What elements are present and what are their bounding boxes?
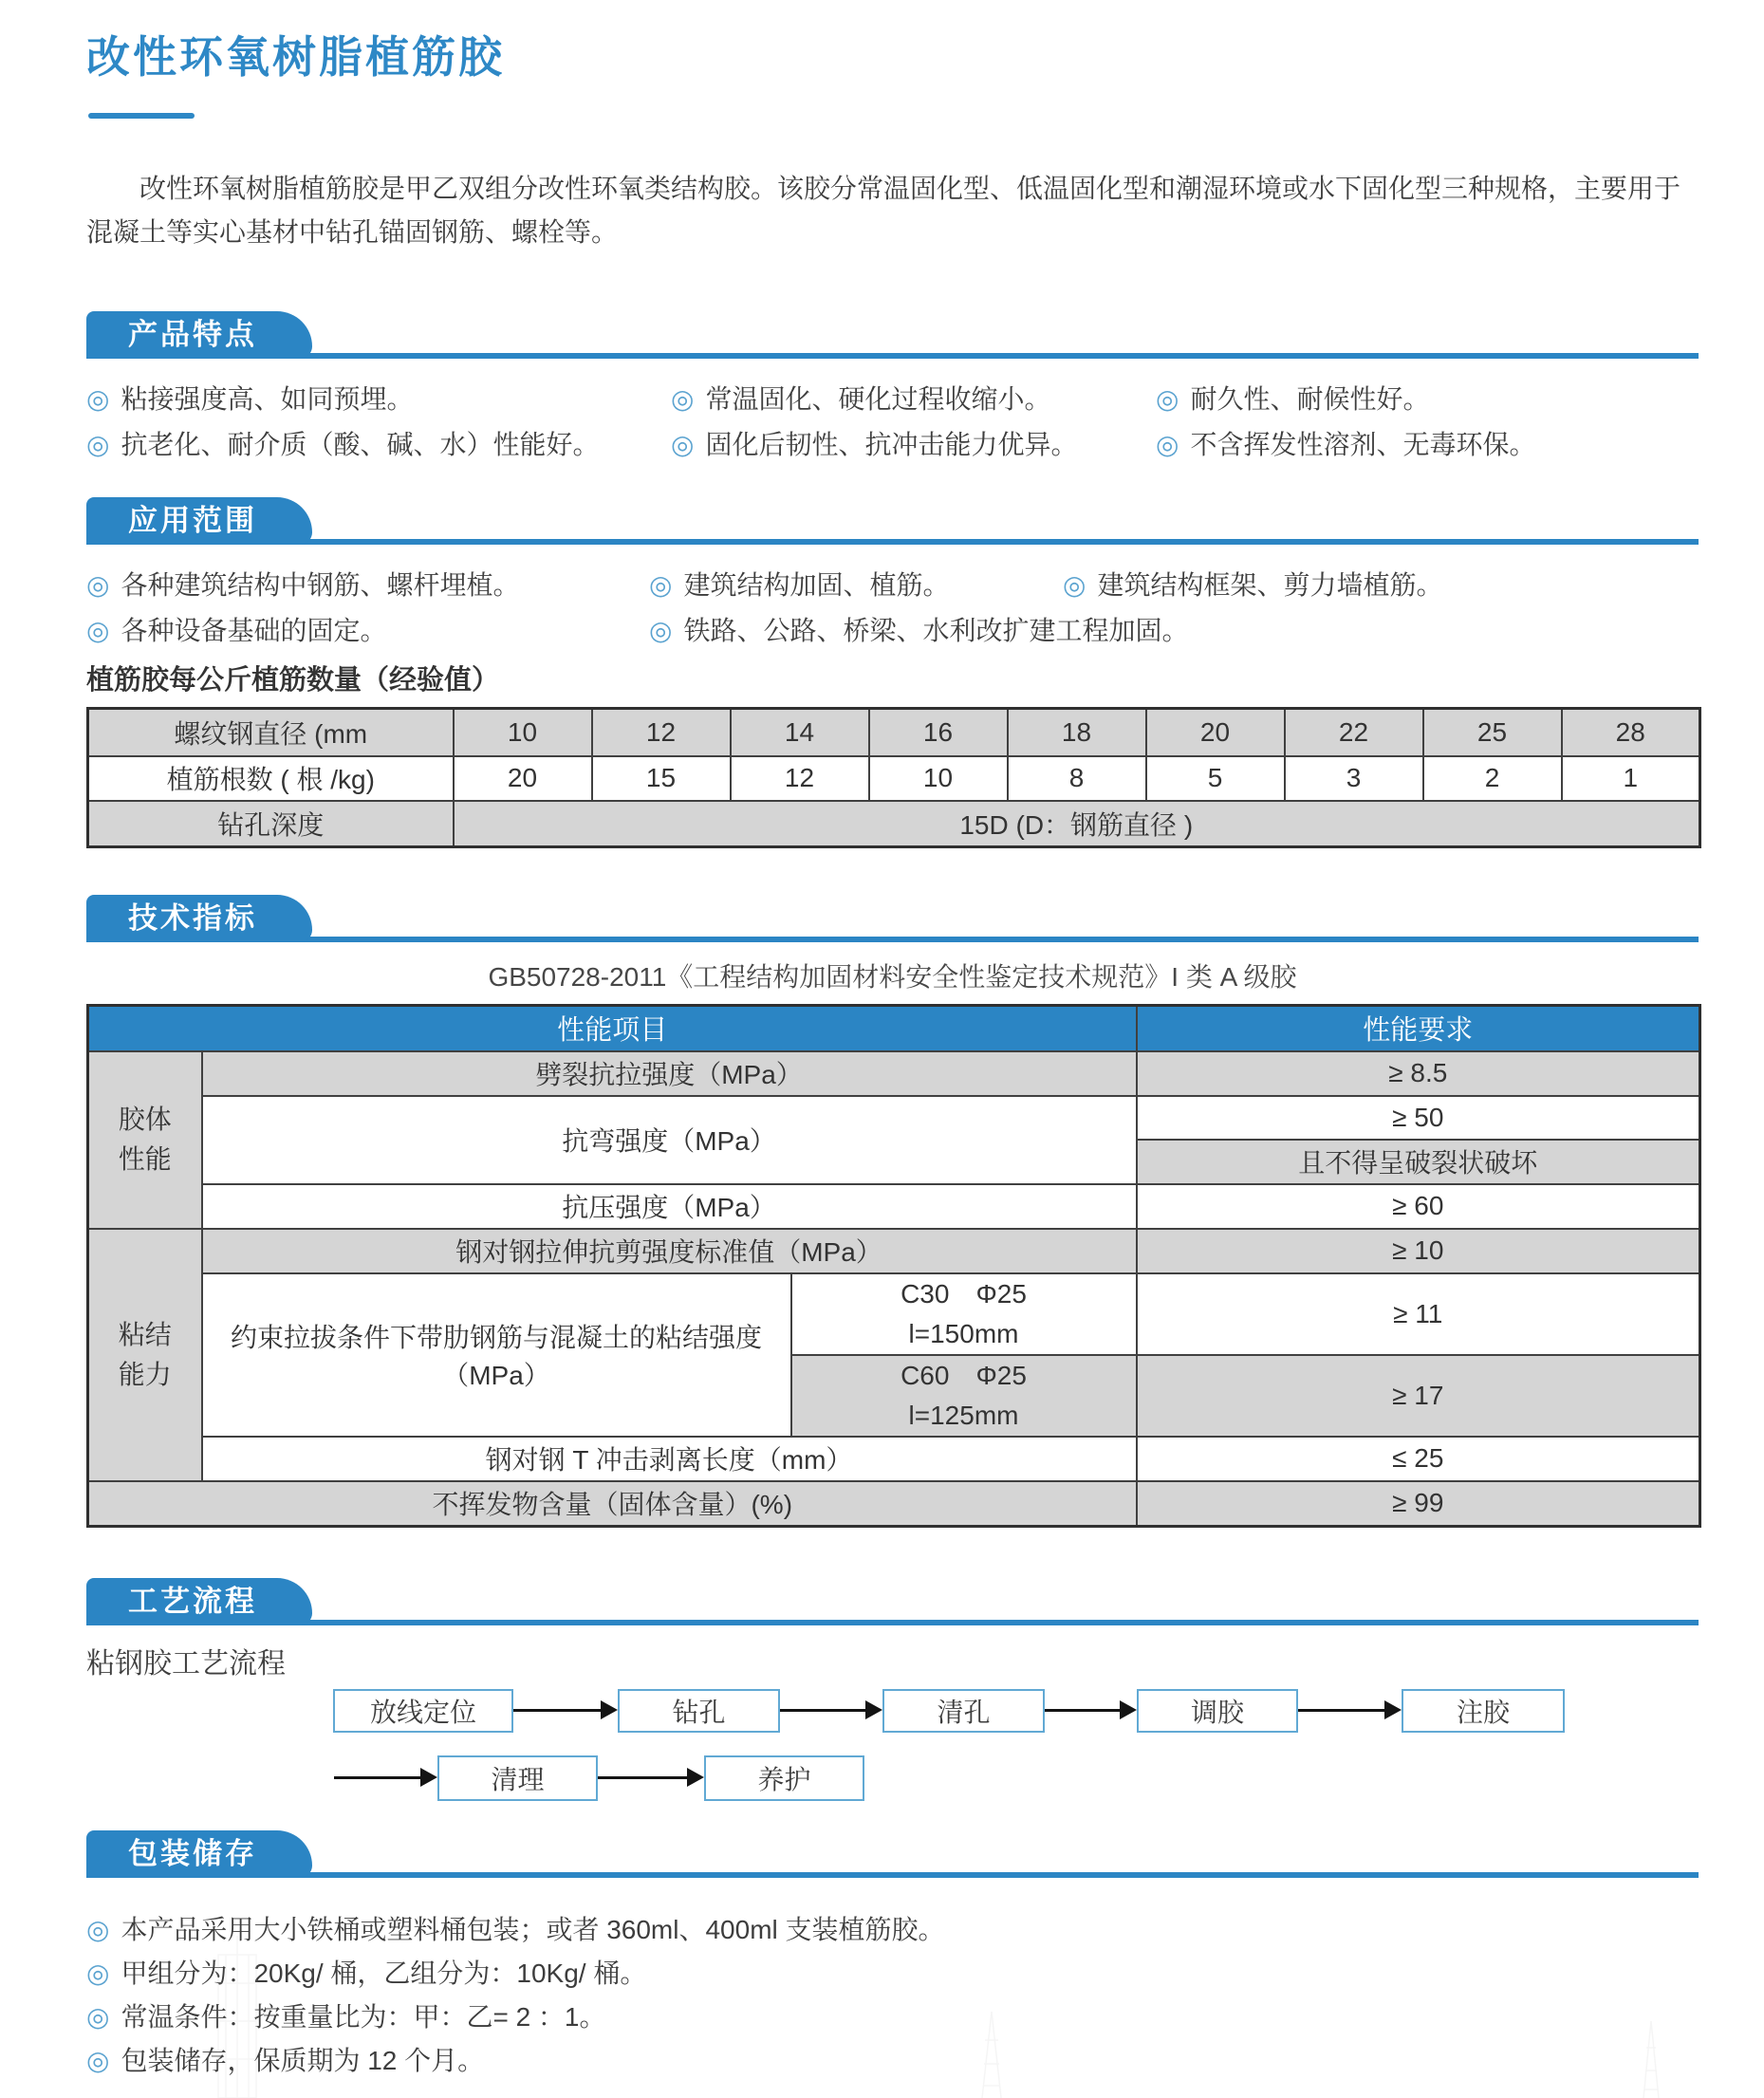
feature-text: 常温固化、硬化过程收缩小。 xyxy=(705,384,1051,414)
bullseye-icon: ◎ xyxy=(86,616,110,645)
flow-step xyxy=(704,1755,864,1801)
bullseye-icon: ◎ xyxy=(1156,430,1179,459)
rebar-cell: 12 xyxy=(592,709,731,756)
bullseye-icon: ◎ xyxy=(649,616,673,645)
flow-arrow xyxy=(780,1709,865,1712)
section-header-features xyxy=(86,311,1699,359)
section-badge xyxy=(86,497,312,545)
rebar-cell: 15 xyxy=(592,756,731,801)
tech-item-cell: 约束拉拔条件下带肋钢筋与混凝土的粘结强度（MPa） xyxy=(202,1273,791,1437)
tech-req-cell: ≥ 11 xyxy=(1137,1273,1700,1355)
rebar-cell: 22 xyxy=(1285,709,1423,756)
rebar-cell: 20 xyxy=(454,756,592,801)
flow-step xyxy=(1402,1689,1565,1733)
section-header-packaging xyxy=(86,1830,1699,1878)
bullseye-icon: ◎ xyxy=(86,384,110,414)
rebar-table-caption: 植筋胶每公斤植筋数量（经验值） xyxy=(86,665,500,696)
page-title: 改性环氧树脂植筋胶 xyxy=(86,32,505,82)
feature-text: 不含挥发性溶剂、无毒环保。 xyxy=(1190,430,1536,459)
application-item xyxy=(649,565,949,603)
tech-req-cell: ≥ 17 xyxy=(1137,1355,1700,1437)
tech-table-caption: GB50728-2011《工程结构加固材料安全性鉴定技术规范》I 类 A 级胶 xyxy=(488,962,1297,992)
section-title: 产品特点 xyxy=(128,318,257,351)
rebar-cell: 8 xyxy=(1008,756,1146,801)
section-underline xyxy=(86,1872,1699,1878)
tech-group-cell xyxy=(88,1229,202,1481)
section-badge xyxy=(86,1578,312,1625)
bullseye-icon: ◎ xyxy=(1063,570,1086,600)
feature-item xyxy=(1156,379,1429,417)
application-item xyxy=(649,610,1188,648)
tech-req-cell: ≥ 8.5 xyxy=(1137,1051,1700,1096)
rebar-row-label: 植筋根数 ( 根 /kg) xyxy=(88,756,454,801)
rebar-cell: 10 xyxy=(869,756,1008,801)
feature-text: 粘接强度高、如同预埋。 xyxy=(121,384,414,414)
flow-step xyxy=(618,1689,780,1733)
section-underline xyxy=(86,353,1699,359)
group-label: 胶体性能 xyxy=(118,1105,172,1174)
feature-text: 抗老化、耐介质（酸、碱、水）性能好。 xyxy=(121,430,600,459)
rebar-cell: 16 xyxy=(869,709,1008,756)
flow-step xyxy=(333,1689,513,1733)
condition-line: C30 Φ25 xyxy=(901,1278,1027,1309)
section-title: 应用范围 xyxy=(128,504,257,537)
section-badge xyxy=(86,895,312,942)
tech-header-req: 性能要求 xyxy=(1137,1006,1700,1051)
feature-text: 固化后韧性、抗冲击能力优异。 xyxy=(705,430,1078,459)
feature-item xyxy=(671,424,1077,462)
feature-item xyxy=(86,379,413,417)
tech-item-cell: 抗压强度（MPa） xyxy=(202,1184,1137,1229)
flow-arrow xyxy=(1298,1709,1384,1712)
section-title: 技术指标 xyxy=(128,901,257,935)
rebar-cell: 12 xyxy=(731,756,869,801)
packaging-text: 本产品采用大小铁桶或塑料桶包装；或者 360ml、400ml 支装植筋胶。 xyxy=(121,1915,945,1944)
section-badge xyxy=(86,1830,312,1878)
rebar-table xyxy=(86,707,1701,848)
rebar-cell: 3 xyxy=(1285,756,1423,801)
bullseye-icon: ◎ xyxy=(86,430,110,459)
rebar-cell: 25 xyxy=(1423,709,1562,756)
rebar-cell: 20 xyxy=(1146,709,1285,756)
section-header-tech xyxy=(86,895,1699,942)
watermark-spire-sketch xyxy=(1604,2021,1699,2098)
application-text: 各种设备基础的固定。 xyxy=(121,616,387,645)
bullseye-icon: ◎ xyxy=(1156,384,1179,414)
tech-req-cell: 且不得呈破裂状破坏 xyxy=(1137,1140,1700,1184)
tech-header-item: 性能项目 xyxy=(88,1006,1137,1051)
feature-item xyxy=(671,379,1050,417)
application-text: 建筑结构加固、植筋。 xyxy=(683,570,950,600)
bullseye-icon: ◎ xyxy=(649,570,673,600)
watermark-building-sketch xyxy=(190,1936,351,2098)
flow-arrow xyxy=(334,1776,420,1779)
section-title: 包装储存 xyxy=(128,1837,257,1870)
rebar-cell: 10 xyxy=(454,709,592,756)
tech-item-cell: 劈裂抗拉强度（MPa） xyxy=(202,1051,1137,1096)
bullseye-icon: ◎ xyxy=(86,2046,110,2075)
tech-table xyxy=(86,1004,1701,1528)
tech-item-cell: 钢对钢拉伸抗剪强度标准值（MPa） xyxy=(202,1229,1137,1273)
bullseye-icon: ◎ xyxy=(86,2002,110,2032)
feature-item xyxy=(1156,424,1535,462)
packaging-text: 包装储存，保质期为 12 个月。 xyxy=(121,2046,485,2075)
flow-step-label: 调胶 xyxy=(1190,1698,1244,1727)
packaging-text: 甲组分为：20Kg/ 桶，乙组分为：10Kg/ 桶。 xyxy=(121,1959,647,1988)
bullseye-icon: ◎ xyxy=(671,430,695,459)
title-underline xyxy=(88,113,195,119)
condition-line: l=125mm xyxy=(908,1400,1019,1430)
process-subtitle: 粘钢胶工艺流程 xyxy=(86,1648,286,1680)
rebar-row-label: 螺纹钢直径 (mm xyxy=(88,709,454,756)
bullseye-icon: ◎ xyxy=(86,1915,110,1944)
application-item xyxy=(86,610,386,648)
flow-step-label: 养护 xyxy=(757,1765,811,1794)
flow-step-label: 清理 xyxy=(491,1765,545,1794)
bullseye-icon: ◎ xyxy=(671,384,695,414)
rebar-cell: 1 xyxy=(1562,756,1700,801)
tech-condition-cell xyxy=(791,1273,1137,1355)
flow-step-label: 注胶 xyxy=(1456,1698,1510,1727)
rebar-cell: 5 xyxy=(1146,756,1285,801)
tech-item-cell: 钢对钢 T 冲击剥离长度（mm） xyxy=(202,1437,1137,1481)
condition-line: l=150mm xyxy=(908,1318,1019,1348)
section-title: 工艺流程 xyxy=(128,1585,257,1618)
application-text: 各种建筑结构中钢筋、螺杆埋植。 xyxy=(121,570,520,600)
packaging-text: 常温条件：按重量比为：甲：乙= 2 ：1。 xyxy=(121,2002,606,2032)
tech-req-cell: ≥ 10 xyxy=(1137,1229,1700,1273)
application-item xyxy=(86,565,519,603)
flow-step-label: 钻孔 xyxy=(672,1698,726,1727)
section-badge xyxy=(86,311,312,359)
section-underline xyxy=(86,937,1699,942)
feature-item xyxy=(86,424,599,462)
tech-condition-cell xyxy=(791,1355,1137,1437)
flow-step-label: 清孔 xyxy=(937,1698,991,1727)
application-text: 建筑结构框架、剪力墙植筋。 xyxy=(1097,570,1443,600)
application-text: 铁路、公路、桥梁、水利改扩建工程加固。 xyxy=(683,616,1189,645)
rebar-cell: 14 xyxy=(731,709,869,756)
packaging-item xyxy=(86,1953,646,1991)
application-item xyxy=(1063,565,1442,603)
section-header-process xyxy=(86,1578,1699,1625)
tech-group-cell xyxy=(88,1051,202,1229)
flow-step xyxy=(1137,1689,1298,1733)
rebar-cell: 28 xyxy=(1562,709,1700,756)
flow-arrow xyxy=(598,1776,687,1779)
flow-step xyxy=(437,1755,598,1801)
rebar-cell: 18 xyxy=(1008,709,1146,756)
group-label: 粘结能力 xyxy=(118,1319,172,1389)
rebar-cell: 2 xyxy=(1423,756,1562,801)
section-header-applications xyxy=(86,497,1699,545)
rebar-row-label: 钻孔深度 xyxy=(88,801,454,847)
flow-step-label: 放线定位 xyxy=(369,1698,476,1727)
bullseye-icon: ◎ xyxy=(86,1959,110,1988)
tech-req-cell: ≥ 50 xyxy=(1137,1096,1700,1140)
tech-item-cell: 抗弯强度（MPa） xyxy=(202,1096,1137,1184)
tech-req-cell: ≤ 25 xyxy=(1137,1437,1700,1481)
tech-req-cell: ≥ 60 xyxy=(1137,1184,1700,1229)
tech-item-cell: 不挥发物含量（固体含量）(%) xyxy=(88,1481,1137,1527)
tech-req-cell: ≥ 99 xyxy=(1137,1481,1700,1527)
intro-paragraph: 改性环氧树脂植筋胶是甲乙双组分改性环氧类结构胶。该胶分常温固化型、低温固化型和潮湿环境或水下固化型三种规格，主要用于混凝土等实心基材中钻孔锚固钢筋、螺栓等。 xyxy=(86,174,1681,247)
flow-arrow xyxy=(513,1709,601,1712)
watermark-spire-sketch xyxy=(939,2012,1044,2098)
feature-text: 耐久性、耐候性好。 xyxy=(1190,384,1430,414)
flow-arrow xyxy=(1045,1709,1120,1712)
condition-line: C60 Φ25 xyxy=(901,1360,1027,1390)
rebar-span-cell: 15D (D：钢筋直径 ) xyxy=(454,801,1700,847)
section-underline xyxy=(86,539,1699,545)
section-underline xyxy=(86,1620,1699,1625)
bullseye-icon: ◎ xyxy=(86,570,110,600)
flow-step xyxy=(882,1689,1045,1733)
